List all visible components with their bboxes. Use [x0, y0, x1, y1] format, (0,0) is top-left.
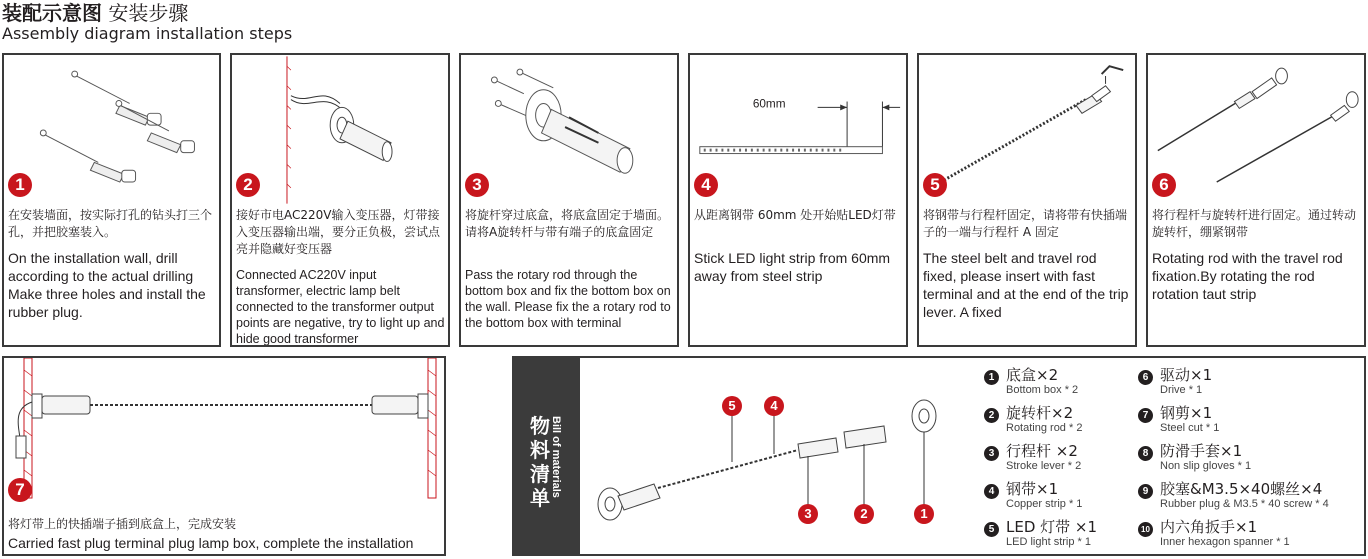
step-text-cn: 将灯带上的快插端子插到底盒上，完成安装	[8, 517, 237, 531]
bom-side-banner	[514, 358, 580, 554]
callout-3: 3	[798, 504, 818, 524]
step-card-4	[688, 53, 908, 347]
step-card-6	[1146, 53, 1366, 347]
rotary-rod-bottom-box-illustration	[461, 55, 677, 205]
steel-belt-travel-rod-illustration	[919, 55, 1135, 205]
rod-tightening-illustration	[1148, 55, 1364, 205]
step-number-badge: 4	[694, 173, 718, 197]
led-strip-offset-illustration	[690, 55, 906, 205]
step-text-en: Rotating rod with the travel rod fixation.By rotating the rod rotation taut strip	[1152, 250, 1343, 302]
step-card-2	[230, 53, 450, 347]
step-text-en: The steel belt and travel rod fixed, please insert with fast terminal and at the end of the trip lever. A fixed	[923, 250, 1129, 320]
step-number-badge: 3	[465, 173, 489, 197]
callout-2: 2	[854, 504, 874, 524]
step-card-7	[2, 356, 446, 556]
step-text-en: On the installation wall, drill according to the actual drilling Make three holes and install the rubber plug.	[8, 250, 206, 320]
step-card-5	[917, 53, 1137, 347]
step-text-en: Pass the rotary rod through the bottom box and fix the bottom box on the wall. Please fix the a rotary rod to the bottom box with terminal	[465, 268, 671, 330]
step-text-en: Stick LED light strip from 60mm away from steel strip	[694, 250, 891, 284]
step-number-badge: 7	[8, 478, 32, 502]
step-number-badge: 5	[923, 173, 947, 197]
page-subtitle: Assembly diagram installation steps	[2, 24, 293, 43]
step-text-cn: 在安装墙面，按实际打孔的钻头打三个孔，并把胶塞装入。	[8, 208, 213, 239]
page-title: 装配示意图 安装步骤	[2, 1, 189, 25]
completed-installation-illustration	[4, 358, 444, 508]
step-text-en: Connected AC220V input transformer, electric lamp belt connected to the transformer output points are negative, try to light up and hide good transformer	[236, 268, 445, 346]
step-text-cn: 将行程杆与旋转杆进行固定。通过转动旋转杆，绷紧钢带	[1152, 208, 1357, 239]
step-text-cn: 将旋杆穿过底盒，将底盒固定于墙面。请将A旋转杆与带有端子的底盒固定	[465, 208, 670, 239]
step-number-badge: 1	[8, 173, 32, 197]
bom-title-cn: 物料清单	[530, 414, 550, 510]
step-text-cn: 接好市电AC220V输入变压器，灯带接入变压器输出端，要分正负极，尝试点亮并隐藏好变压器	[236, 208, 441, 256]
step-card-1	[2, 53, 221, 347]
bom-title-en: Bill of materials	[550, 416, 562, 498]
step-number-badge: 6	[1152, 173, 1176, 197]
transformer-wiring-illustration	[232, 55, 448, 205]
dimension-label: 60mm	[752, 97, 786, 111]
wall-plugs-illustration	[4, 55, 219, 205]
step-text-cn: 从距离钢带 60mm 处开始贴LED灯带	[694, 208, 896, 222]
step-number-badge: 2	[236, 173, 260, 197]
bill-of-materials: 物料清单 Bill of materials 5 4 3 2 1 1 底盒×2 Bottom box * 2 2 旋转杆×2 Rotating rod * 2 3 行程杆 ×2 Stroke lever * 2 4 钢带×1 Copper strip * 1 5 LED 灯带 ×1 LED light strip * 1 6 驱动×1 Drive * 1 7 钢剪×1 Steel cut * 1 8 防滑手套×1 Non slip gloves * 1 9 胶塞&M3.5×40螺丝×4 Rubber plug & M3.5 * 40 screw * 4 10 内六角扳手×1 Inner hexagon spanner * 1	[512, 356, 1366, 556]
callout-5: 5	[722, 396, 742, 416]
step-text-cn: 将钢带与行程杆固定，请将带有快插端子的一端与行程杆 A 固定	[923, 208, 1128, 239]
exploded-parts-illustration	[580, 358, 980, 554]
callout-4: 4	[764, 396, 784, 416]
step-card-3	[459, 53, 679, 347]
callout-1: 1	[914, 504, 934, 524]
step-text-en: Carried fast plug terminal plug lamp box, complete the installation	[8, 535, 414, 551]
